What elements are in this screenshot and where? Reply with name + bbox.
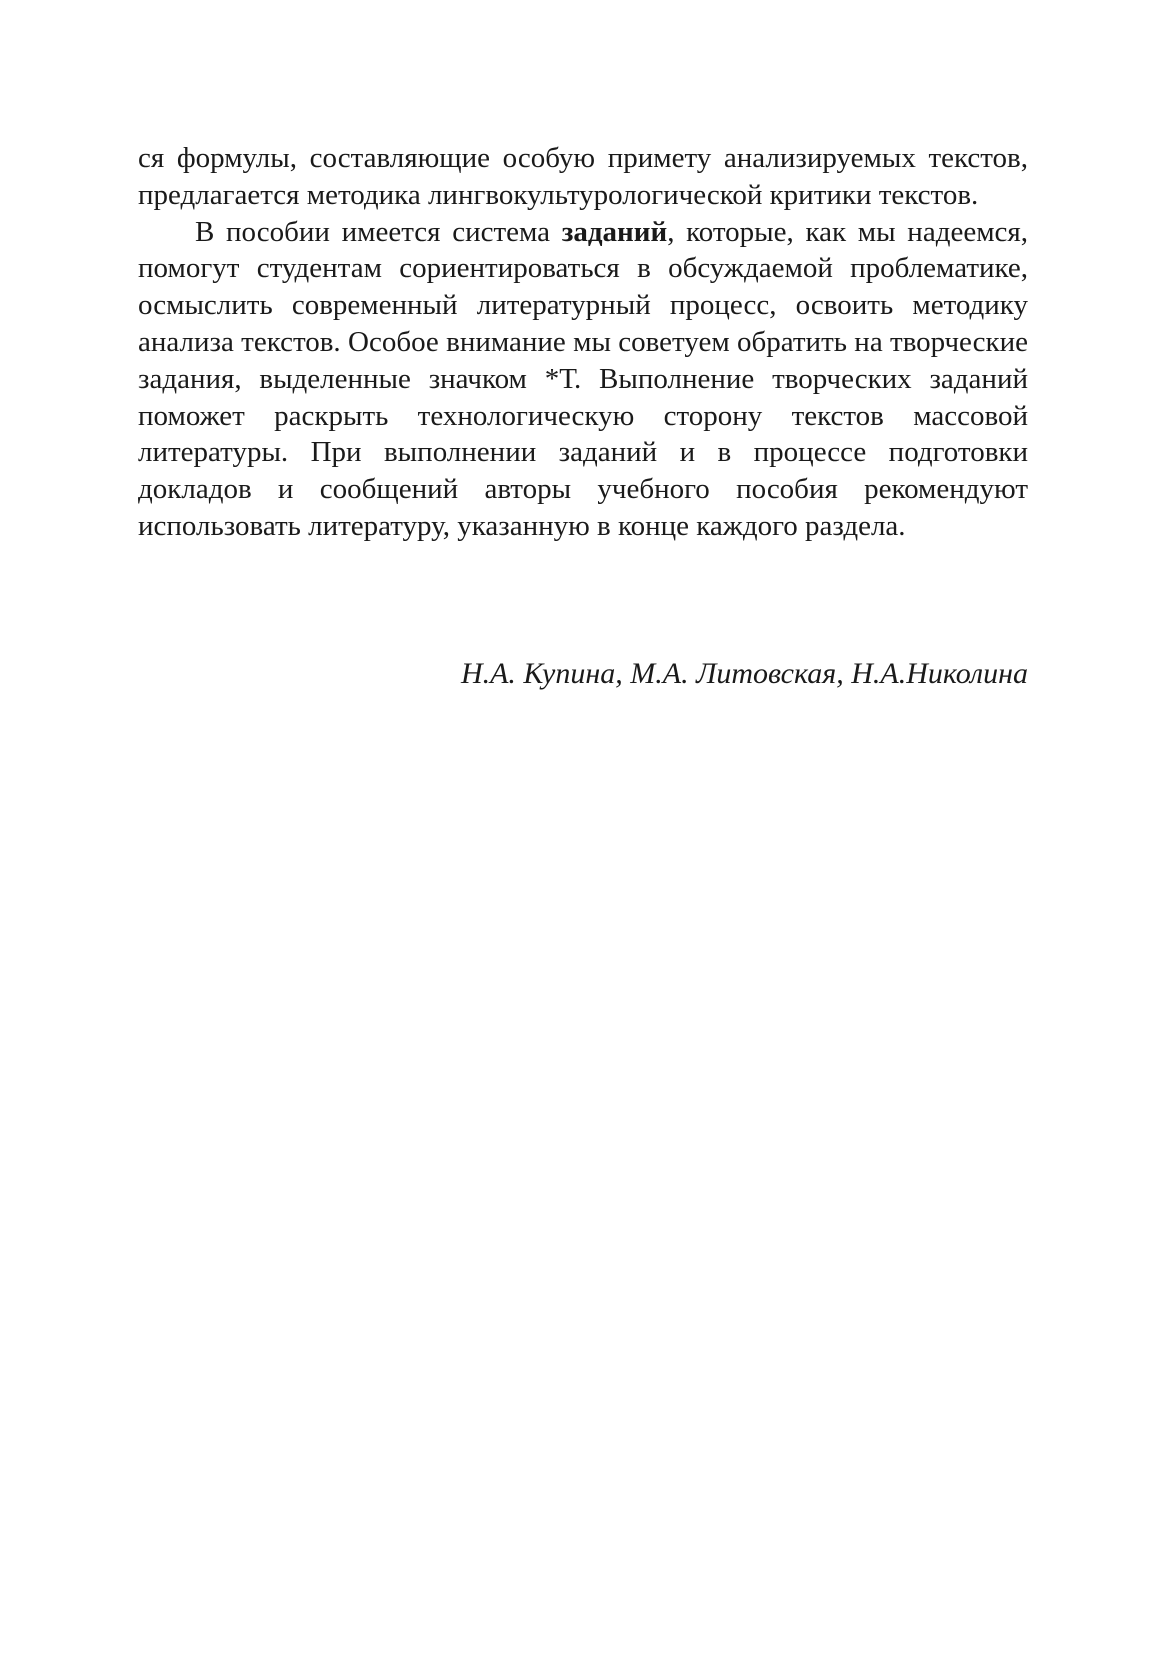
paragraph-tasks-start: В пособии имеется система [195,215,562,248]
body-text [138,140,1028,545]
paragraph-continuation: ся формулы, составляющие особую примету анализируемых текстов, предлагается методика лингвокультурологической критики текстов. [138,142,1028,211]
authors-signature: Н.А. Купина, М.А. Литовская, Н.А.Николина [460,657,1028,690]
paragraph-tasks-rest: , которые, как мы надеемся, помогут студентам сориентироваться в обсуждаемой проблематике, осмыслить современный литературный процесс, освоить методику анализа текстов. Особое внимание мы советуем обратить на творческие задания, выделенные значком *Т. Выполнение творческих заданий поможет раскрыть технологическую сторону текстов массовой литературы. При выполнении заданий и в процессе подготовки докладов и сообщений авторы учебного пособия рекомендуют использовать литературу, указанную в конце каждого раздела. [138,215,1029,542]
bold-term: заданий [561,215,668,248]
paragraph-tasks [138,214,1028,545]
